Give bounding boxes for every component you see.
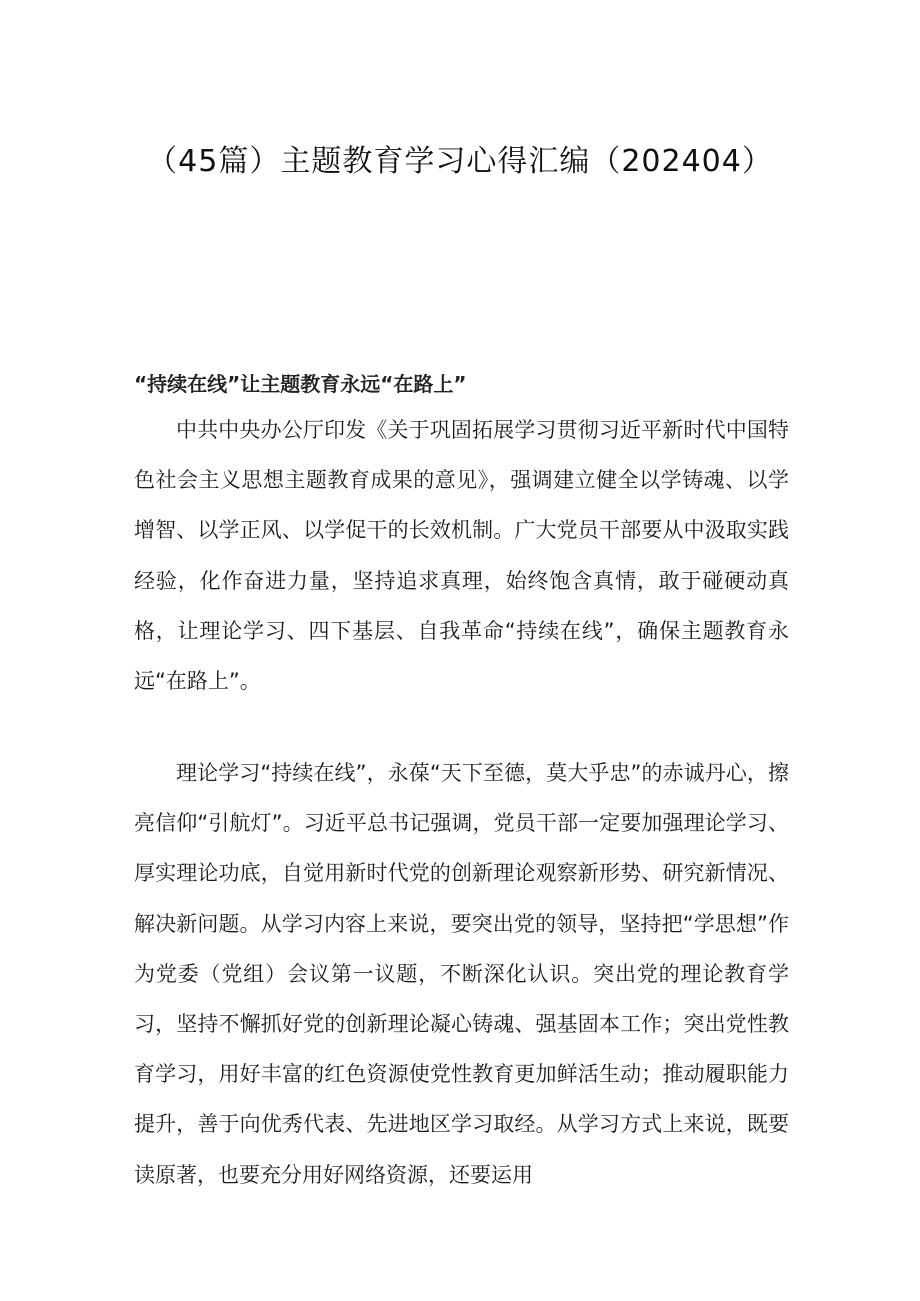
paragraph-2: 理论学习“持续在线”，永葆“天下至德，莫大乎忠”的赤诚丹心，擦亮信仰“引航灯”。习近平总书记强调，党员干部一定要加强理论学习、厚实理论功底，自觉用新时代党的创新理论观察新形势、研究新情况、解决新问题。从学习内容上来说，要突出党的领导，坚持把“学思想”作为党委（党组）会议第一议题，不断深化认识。突出党的理论教育学习，坚持不懈抓好党的创新理论凝心铸魂、强基固本工作；突出党性教育学习，用好丰富的红色资源使党性教育更加鲜活生动；推动履职能力提升，善于向优秀代表、先进地区学习取经。从学习方式上来说，既要读原著，也要充分用好网络资源，还要运用: [134, 761, 789, 1187]
document-title: （45篇）主题教育学习心得汇编（202404）: [147, 144, 773, 179]
paragraph-1: 中共中央办公厅印发《关于巩固拓展学习贯彻习近平新时代中国特色社会主义思想主题教育成果的意见》，强调建立健全以学铸魂、以学增智、以学正风、以学促干的长效机制。广大党员干部要从中汲取实践经验，化作奋进力量，坚持追求真理，始终饱含真情，敢于碰硬动真格，让理论学习、四下基层、自我革命“持续在线”，确保主题教育永远“在路上”。: [134, 418, 789, 694]
section-heading: “持续在线”让主题教育永远“在路上”: [134, 372, 467, 396]
